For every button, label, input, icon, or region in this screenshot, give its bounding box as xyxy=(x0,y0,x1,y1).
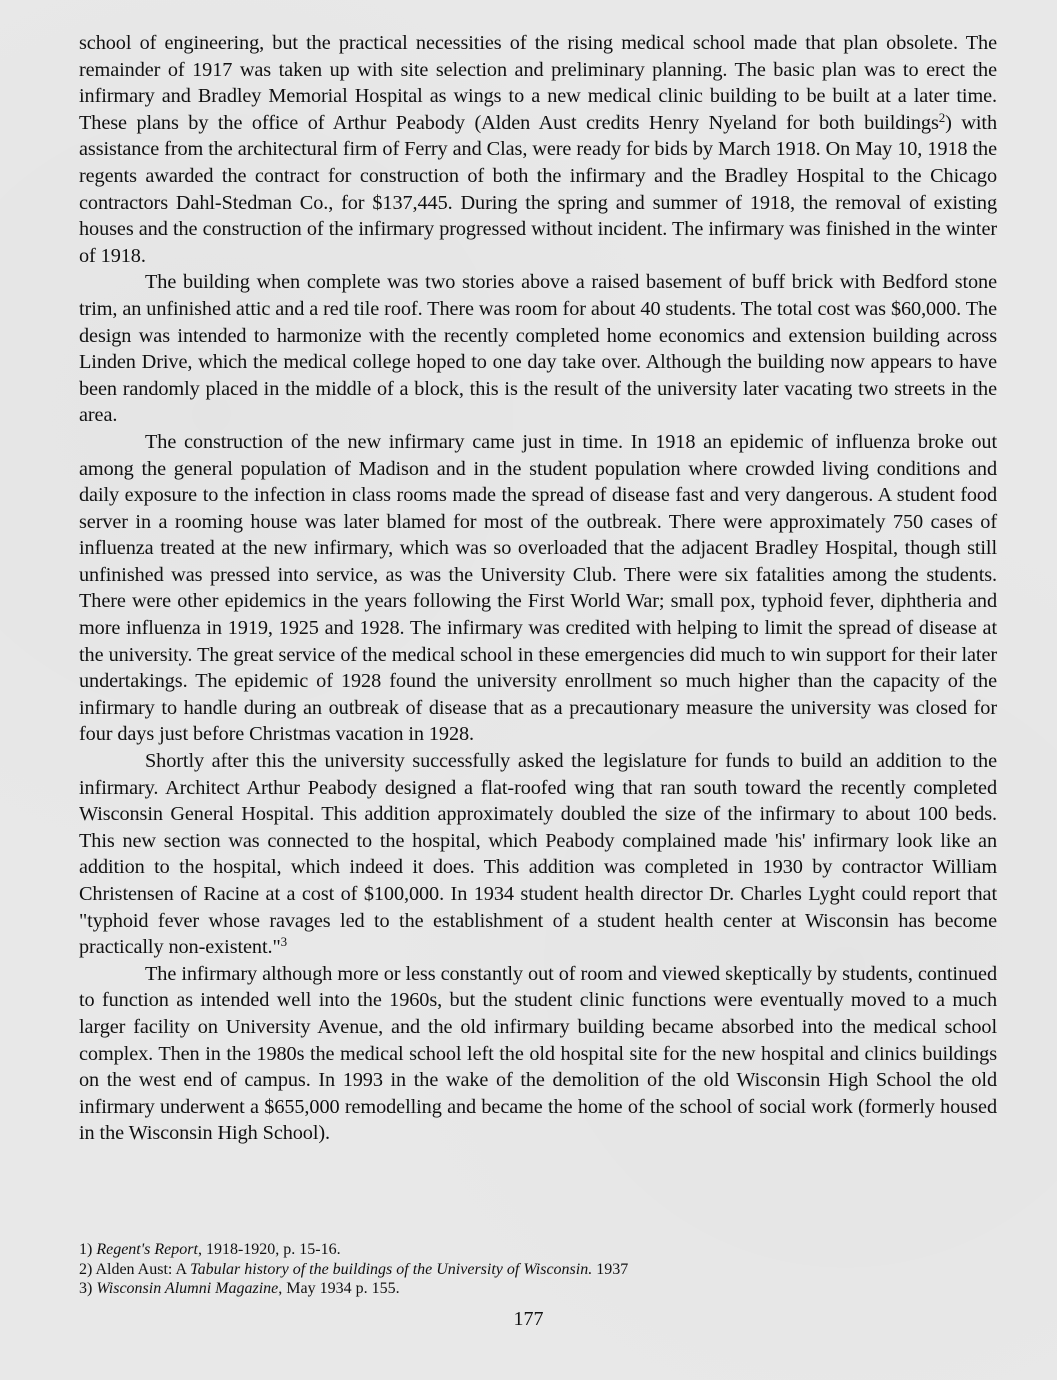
paragraph-5: The infirmary although more or less constantly out of room and viewed skeptically by students, continued to function as intended well into the 1960s, but the student clinic functions were eventually moved to a much larger facility on University Avenue, and the old infirmary building became absorbed into the medical school complex. Then in the 1980s the medical school left the old hospital site for the new hospital and clinics buildings on the west end of campus. In 1993 in the wake of the demolition of the old Wisconsin High School the old infirmary underwent a $655,000 remodelling and became the home of the school of social work (formerly housed in the Wisconsin High School). xyxy=(79,962,997,1145)
footnote-3: 3) Wisconsin Alumni Magazine, May 1934 p. 155. xyxy=(79,1280,400,1297)
footnote-ref-3: 3 xyxy=(280,934,288,950)
paragraph-3: The construction of the new infirmary came just in time. In 1918 an epidemic of influenza broke out among the general population of Madison and in the student population where crowded living conditions and daily exposure to the infection in class rooms made the spread of disease fast and very dangerous. A student food server in a rooming house was later blamed for most of the outbreak. There were approximately 750 cases of influenza treated at the new infirmary, which was so overloaded that the adjacent Bradley Hospital, though still unfinished was pressed into service, as was the University Club. There were six fatalities among the students. There were other epidemics in the years following the First World War; small pox, typhoid fever, diphtheria and more influenza in 1919, 1925 and 1928. The infirmary was credited with helping to limit the spread of disease at the university. The great service of the medical school in these emergencies did much to win support for their later undertakings. The epidemic of 1928 found the university enrollment so much higher than the capacity of the infirmary to handle during an outbreak of disease that as a precautionary measure the university was closed for four days just before Christmas vacation in 1928. xyxy=(79,430,997,746)
paragraph-2: The building when complete was two stories above a raised basement of buff brick with Bedford stone trim, an unfinished attic and a red tile roof. There was room for about 40 students. The total cost was $60,000. The design was intended to harmonize with the recently completed home economics and extension building across Linden Drive, which the medical college hoped to one day take over. Although the building now appears to have been randomly placed in the middle of a block, this is the result of the university later vacating two streets in the area. xyxy=(79,271,997,427)
body-text xyxy=(79,30,997,1147)
footnotes xyxy=(79,1240,628,1299)
paragraph-1: school of engineering, but the practical necessities of the rising medical school made that plan obsolete. The remainder of 1917 was taken up with site selection and preliminary planning. The basic plan was to erect the infirmary and Bradley Memorial Hospital as wings to a new medical clinic building to be built at a later time. These plans by the office of Arthur Peabody (Alden Aust credits Henry Nyeland for both buildings$^2$) with assistance from the architectural firm of Ferry and Clas, were ready for bids by March 1918. On May 10, 1918 the regents awarded the contract for construction of both the infirmary and the Bradley Hospital to the Chicago contractors Dahl-Stedman Co., for $137,445. During the spring and summer of 1918, the removal of existing houses and the construction of the infirmary progressed without incident. The infirmary was finished in the winter of 1918. xyxy=(79,32,998,267)
footnote-2: 2) Alden Aust: A Tabular history of the buildings of the University of Wisconsin. 1937 xyxy=(79,1260,629,1278)
footnote-1: 1) Regent's Report, 1918-1920, p. 15-16. xyxy=(79,1241,341,1258)
paragraph-4: Shortly after this the university successfully asked the legislature for funds to build an addition to the infirmary. Architect Arthur Peabody designed a flat-roofed wing that ran south toward the recently completed Wisconsin General Hospital. This addition approximately doubled the size of the infirmary to about 100 beds. This new section was connected to the hospital, which Peabody complained made 'his' infirmary look like an addition to the hospital, which indeed it does. This addition was completed in 1930 by contractor William Christensen of Racine at a cost of $100,000. In 1934 student health director Dr. Charles Lyght could report that "typhoid fever whose ravages led to the establishment of a student health center at Wisconsin has become practically non-existent."$^3$ xyxy=(79,750,997,959)
footnote-ref-2: 2 xyxy=(938,109,946,125)
page-number: 177 xyxy=(513,1308,544,1330)
